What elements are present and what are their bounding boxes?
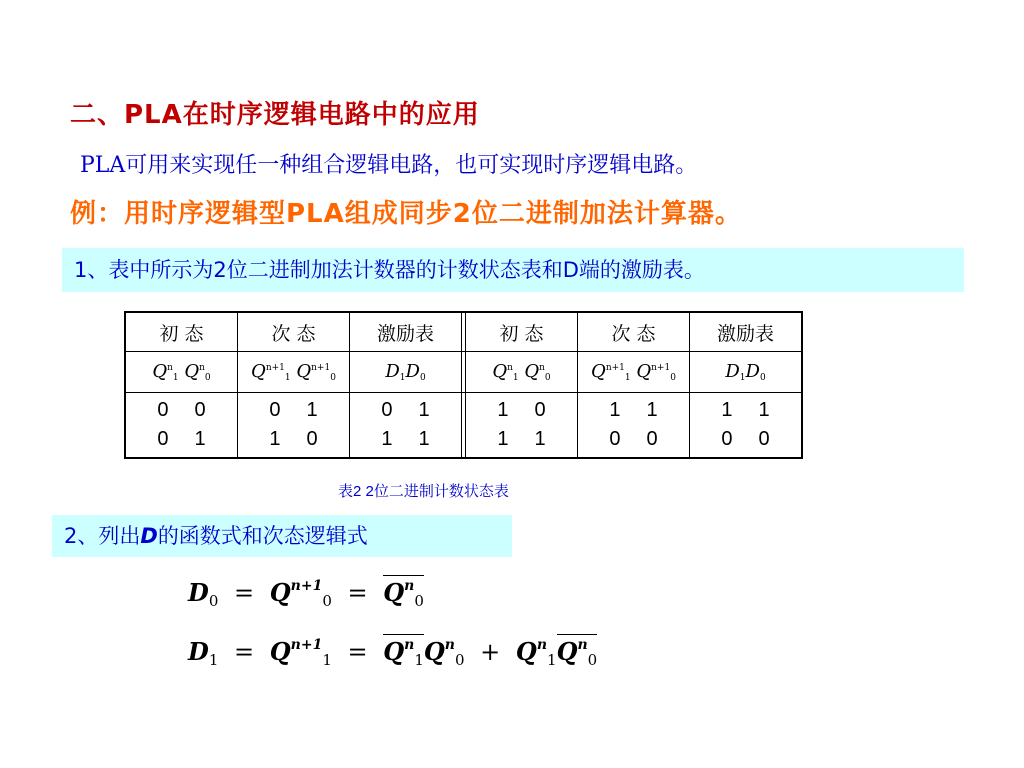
table-header-row [125,312,802,352]
values-initial-right: 1 0 1 1 [466,393,578,459]
symbol-initial-left: $Q^n1$ $Q^n0$ [125,352,238,393]
symbol-next-left: $Q^{n+1}1$ $Q^{n+1}0$ [238,352,350,393]
values-next-right: 1 1 0 0 [578,393,690,459]
header-next-left: 次 态 [238,312,350,352]
symbol-excite-right: D1D0 [690,352,803,393]
header-initial-left: 初 态 [125,312,238,352]
overline-q1: $Q^n_1$ [383,634,424,669]
table-caption: 表2 2位二进制计数状态表 [338,483,509,500]
header-excite-left: 激励表 [350,312,462,352]
step1-box [62,248,964,292]
example-text: 例：用时序逻辑型PLA组成同步2位二进制加法计算器。 [70,199,742,229]
overline-q0: $Q^n_0$ [383,575,424,610]
values-excite-left: 0 1 1 1 [350,393,462,459]
state-table [124,311,803,459]
equation-d0: $D_0 = Q^{n+1}_0 = Q^n_0$ [188,575,424,610]
symbol-next-right: $Q^{n+1}1$ $Q^{n+1}0$ [578,352,690,393]
symbol-initial-right: $Q^n1$ $Q^n0$ [466,352,578,393]
header-excite-right: 激励表 [690,312,803,352]
intro-text: PLA可用来实现任一种组合逻辑电路，也可实现时序逻辑电路。 [80,153,698,178]
header-initial-right: 初 态 [466,312,578,352]
overline-q0: $Q^n_0$ [557,634,598,669]
section-heading: 二、PLA在时序逻辑电路中的应用 [70,100,480,130]
step2-box [52,515,512,557]
step2-letter: D [140,524,158,548]
values-next-left: 0 1 1 0 [238,393,350,459]
table-row [125,393,802,459]
table-symbol-row [125,352,802,393]
equation-d1: $D_1 = Q^{n+1}_1 = Q^n_1Q^n_0 + Q^n_1Q^n_0$ [188,634,597,669]
step2-prefix: 2、列出 [64,524,141,548]
values-initial-left: 0 0 0 1 [125,393,238,459]
values-excite-right: 1 1 0 0 [690,393,803,459]
step2-suffix: 的函数式和次态逻辑式 [157,524,368,548]
header-next-right: 次 态 [578,312,690,352]
step1-text: 1、表中所示为2位二进制加法计数器的计数状态表和D端的激励表。 [74,258,705,282]
symbol-excite-left: D1D0 [350,352,462,393]
